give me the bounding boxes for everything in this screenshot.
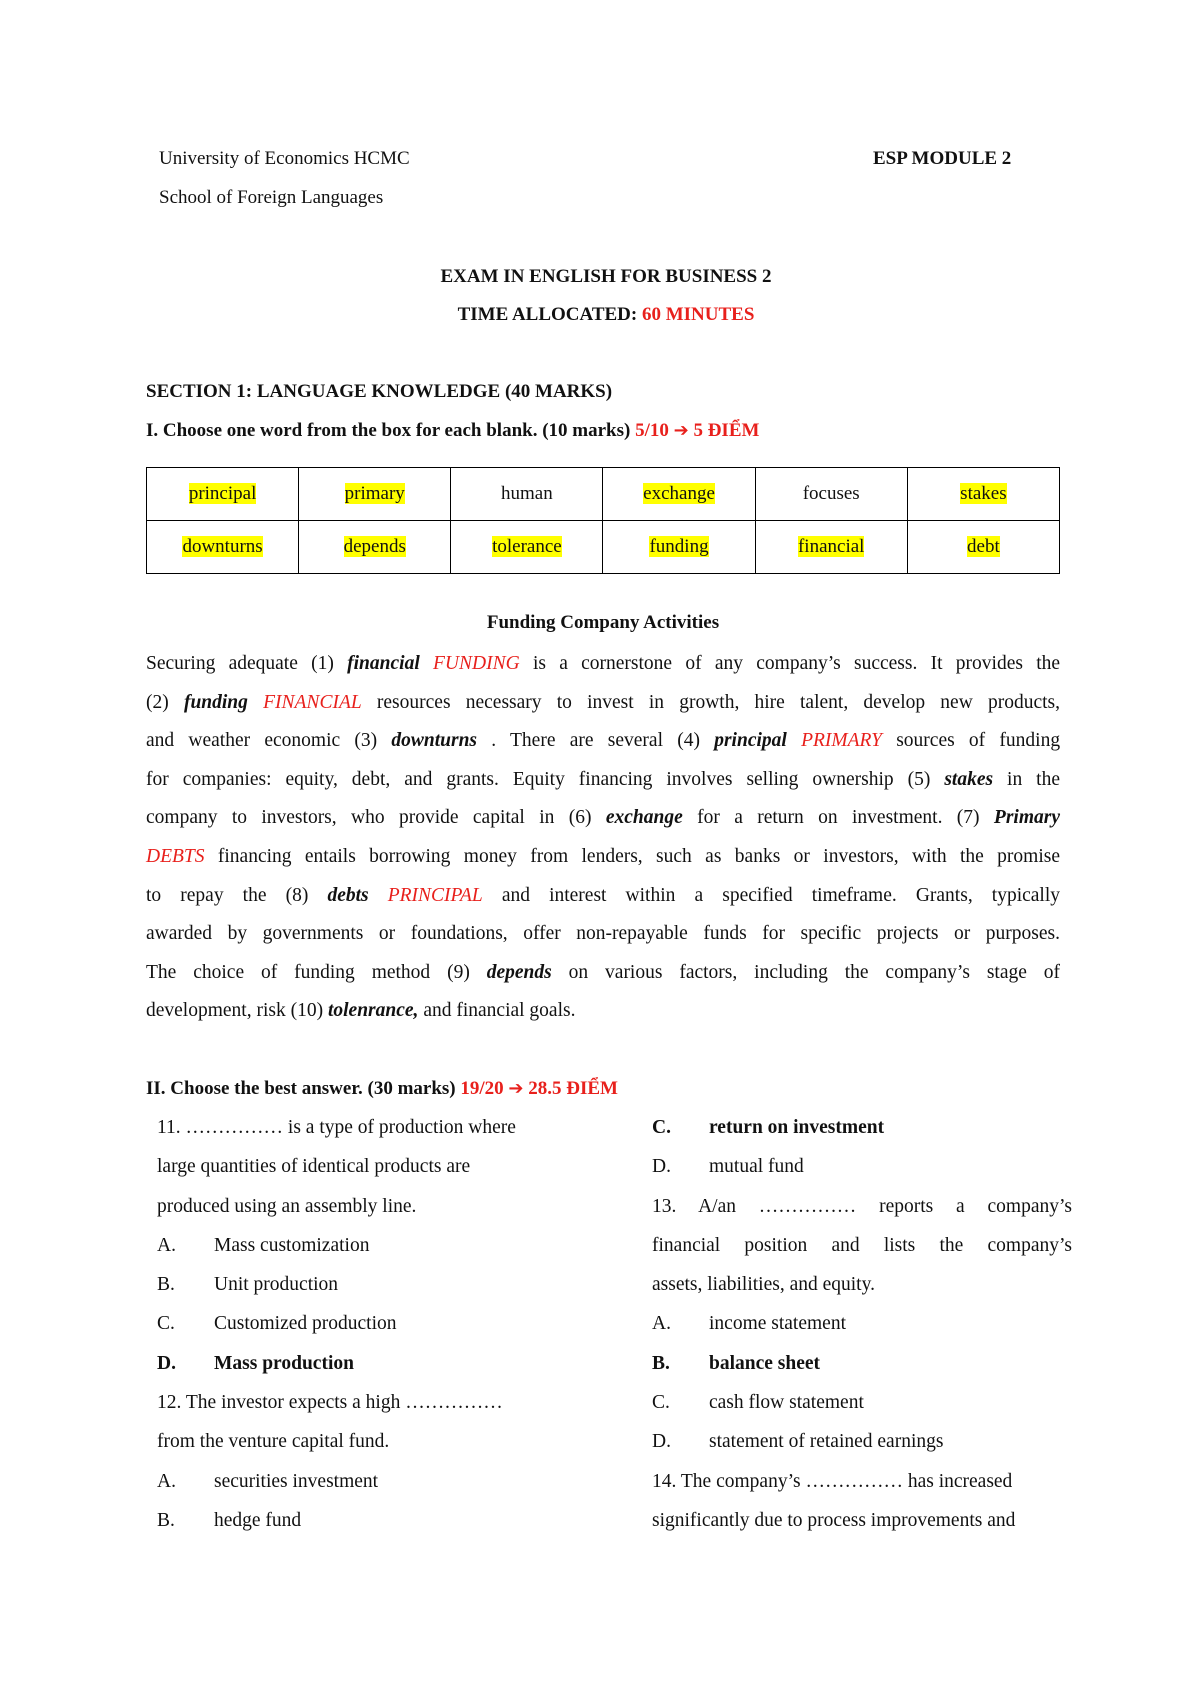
option-12-d[interactable]: D. mutual fund bbox=[652, 1156, 804, 1178]
option-11-c[interactable]: C. Customized production bbox=[157, 1313, 397, 1335]
option-12-b[interactable]: B. hedge fund bbox=[157, 1509, 302, 1531]
passage-line: company to investors, who provide capital in (6) exchange for a return on investment. (7) Primary bbox=[146, 807, 1060, 829]
part2-instruction: II. Choose the best answer. (30 marks) bbox=[146, 1078, 456, 1099]
exam-title: EXAM IN ENGLISH FOR BUSINESS 2 bbox=[440, 266, 772, 287]
word-box-row bbox=[147, 521, 1060, 574]
option-11-d-selected[interactable]: D. Mass production bbox=[157, 1352, 354, 1374]
part1-instruction: I. Choose one word from the box for each blank. (10 marks) bbox=[146, 420, 631, 441]
part2-heading bbox=[146, 1078, 618, 1100]
passage-line: and weather economic (3) downturns . There are several (4) principal PRIMARY sources of funding bbox=[146, 730, 1061, 752]
word-cell: downturns bbox=[147, 521, 299, 574]
question-14-text: 14. The company’s …………… has increased bbox=[652, 1470, 1013, 1492]
word-cell: stakes bbox=[907, 468, 1059, 521]
school-name: School of Foreign Languages bbox=[159, 187, 384, 208]
word-box bbox=[146, 467, 1060, 574]
option-12-a[interactable]: A. securities investment bbox=[157, 1470, 379, 1492]
questions-left-column bbox=[157, 1108, 577, 1540]
question-13-text: financial position and lists the company’s bbox=[652, 1234, 1072, 1256]
passage-line: awarded by governments or foundations, offer non-repayable funds for specific projects or purposes. bbox=[146, 923, 1060, 945]
question-12-text: from the venture capital fund. bbox=[157, 1431, 390, 1453]
word-cell: tolerance bbox=[451, 521, 603, 574]
word-box-row bbox=[147, 468, 1060, 521]
passage-body bbox=[146, 645, 1060, 1031]
passage-title: Funding Company Activities bbox=[486, 612, 720, 633]
question-11-text: produced using an assembly line. bbox=[157, 1195, 417, 1217]
question-11-text: 11. …………… is a type of production where bbox=[157, 1117, 516, 1138]
part2-points: 28.5 ĐIỂM bbox=[528, 1078, 618, 1099]
passage-line: The choice of funding method (9) depends on various factors, including the company’s stage of bbox=[146, 961, 1061, 983]
question-12-text: 12. The investor expects a high …………… bbox=[157, 1392, 503, 1414]
part1-points: 5 ĐIỂM bbox=[693, 420, 760, 441]
option-13-a[interactable]: A. income statement bbox=[652, 1313, 846, 1335]
option-11-b[interactable]: B. Unit production bbox=[157, 1274, 339, 1296]
word-cell: funding bbox=[603, 521, 755, 574]
question-13-text: assets, liabilities, and equity. bbox=[652, 1274, 875, 1296]
time-value: 60 MINUTES bbox=[641, 304, 755, 325]
part1-score: 5/10 bbox=[635, 420, 669, 441]
passage-line: (2) funding FINANCIAL resources necessary to invest in growth, hire talent, develop new products, bbox=[146, 691, 1061, 713]
word-cell: depends bbox=[299, 521, 451, 574]
module-label: ESP MODULE 2 bbox=[873, 148, 1012, 169]
passage-line: DEBTS financing entails borrowing money from lenders, such as banks or investors, with the promise bbox=[146, 845, 1061, 867]
arrow-right-icon: ➔ bbox=[508, 1078, 524, 1099]
arrow-right-icon: ➔ bbox=[673, 420, 689, 441]
word-cell: human bbox=[451, 468, 603, 521]
word-cell: focuses bbox=[755, 468, 907, 521]
option-13-b-selected[interactable]: B. balance sheet bbox=[652, 1352, 821, 1374]
word-cell: financial bbox=[755, 521, 907, 574]
option-11-a[interactable]: A. Mass customization bbox=[157, 1234, 370, 1256]
section1-heading: SECTION 1: LANGUAGE KNOWLEDGE (40 MARKS) bbox=[146, 381, 613, 402]
word-cell: exchange bbox=[603, 468, 755, 521]
part1-heading bbox=[146, 420, 759, 442]
option-13-d[interactable]: D. statement of retained earnings bbox=[652, 1431, 944, 1453]
word-cell: principal bbox=[147, 468, 299, 521]
time-label: TIME ALLOCATED: bbox=[457, 304, 638, 325]
option-13-c[interactable]: C. cash flow statement bbox=[652, 1392, 864, 1414]
passage-line: Securing adequate (1) financial FUNDING is a cornerstone of any company’s success. It provides the bbox=[146, 653, 1061, 674]
time-allocated bbox=[0, 304, 1200, 326]
word-cell: debt bbox=[907, 521, 1059, 574]
questions-right-column bbox=[652, 1108, 1072, 1540]
word-cell: primary bbox=[299, 468, 451, 521]
passage-line: development, risk (10) tolenrance, and financial goals. bbox=[146, 1000, 576, 1022]
question-11-text: large quantities of identical products are bbox=[157, 1156, 471, 1178]
passage-line: for companies: equity, debt, and grants. Equity financing involves selling ownership (5) stakes in the bbox=[146, 768, 1061, 790]
university-name: University of Economics HCMC bbox=[159, 148, 410, 169]
question-14-text: significantly due to process improvements and bbox=[652, 1509, 1016, 1531]
part2-score: 19/20 bbox=[460, 1078, 504, 1099]
question-13-text: 13. A/an …………… reports a company’s bbox=[652, 1195, 1072, 1217]
passage-line: to repay the (8) debts PRINCIPAL and interest within a specified timeframe. Grants, typically bbox=[146, 884, 1061, 906]
option-12-c-selected[interactable]: C. return on investment bbox=[652, 1117, 885, 1138]
